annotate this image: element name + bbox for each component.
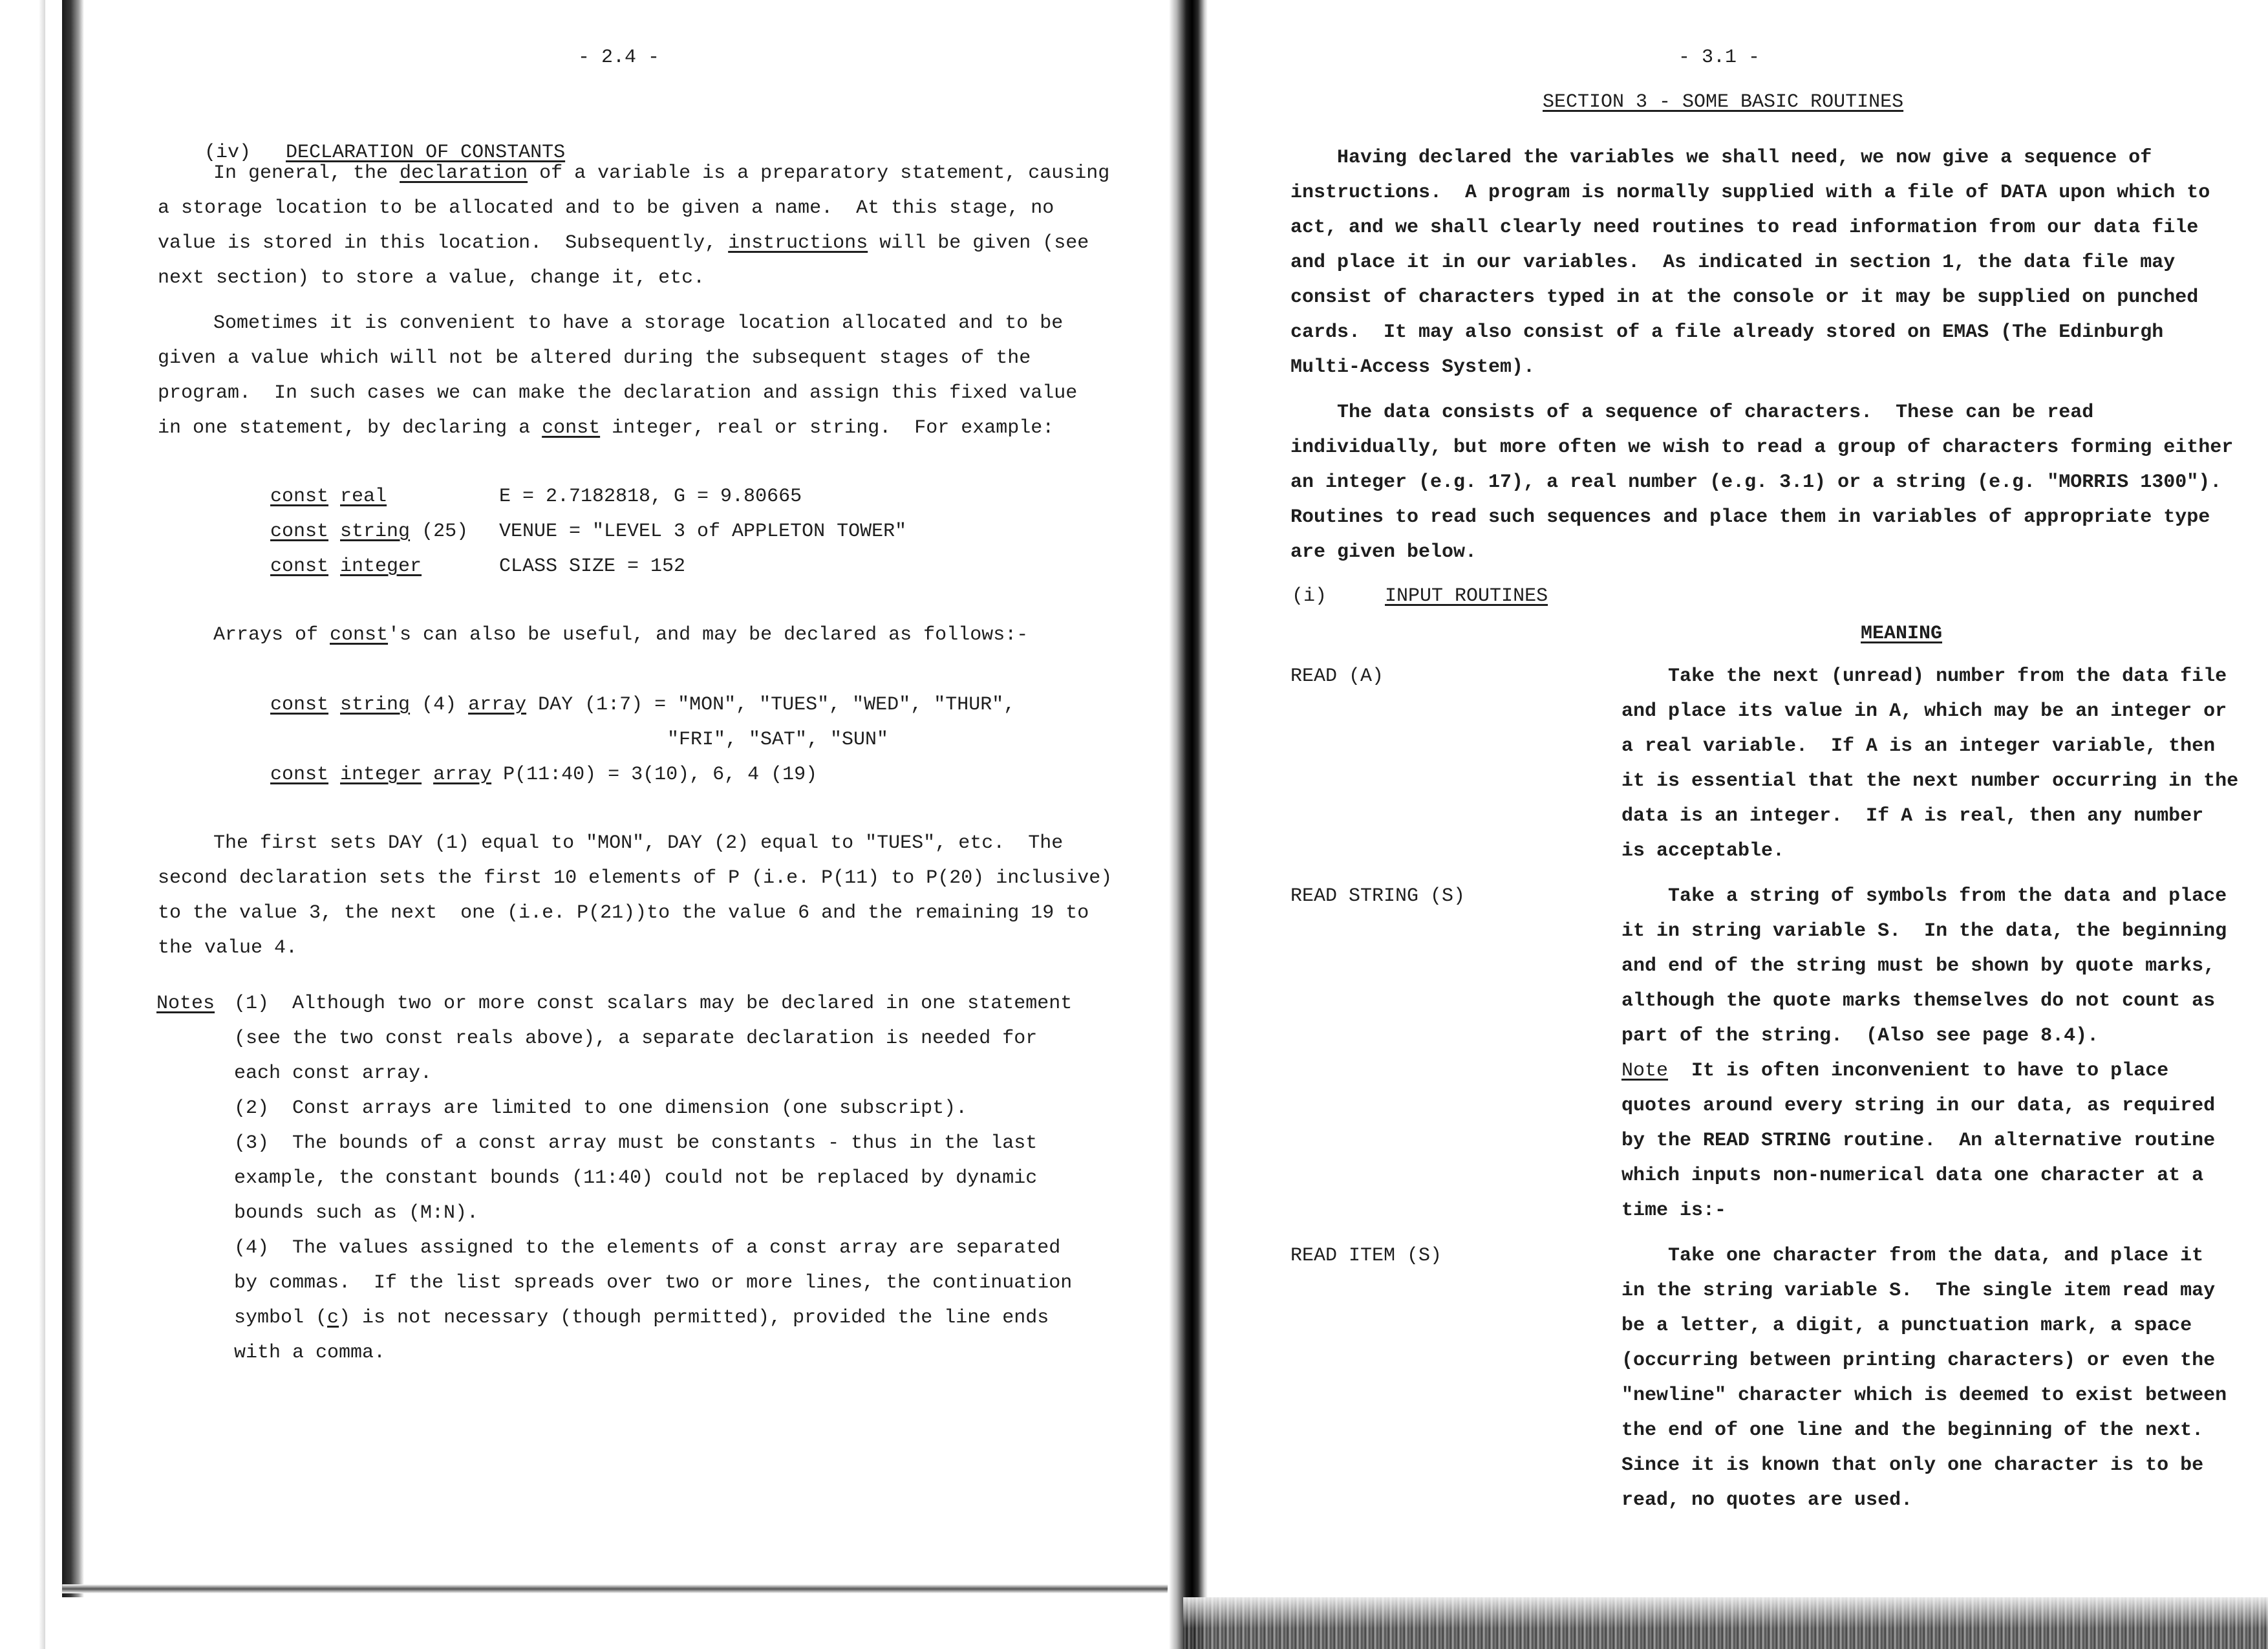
scan-left-binding-shadow [62, 0, 84, 1597]
scan-right-bottom-fade [1183, 1597, 2268, 1649]
routine-meaning-line: although the quote marks themselves do not count as [1621, 990, 2216, 1012]
note-line: (4) The values assigned to the elements of a const array are separated [234, 1237, 1061, 1259]
paragraph-line: Multi-Access System). [1290, 356, 1535, 378]
routine-meaning-line: Take one character from the data, and place it [1621, 1245, 2204, 1267]
routine-meaning-line: in the string variable S. The single item read may [1621, 1280, 2216, 1302]
left-page [155, 0, 1138, 1584]
routine-note-line: time is:- [1621, 1200, 1727, 1222]
paragraph-line: an integer (e.g. 17), a real number (e.g. 3.1) or a string (e.g. "MORRIS 1300"). [1290, 471, 2222, 493]
routine-name: READ STRING (S) [1290, 885, 1466, 907]
paragraph-line: second declaration sets the first 10 elements of P (i.e. P(11) to P(20) inclusive) [158, 867, 1113, 889]
paragraph-line: in one statement, by declaring a const integer, real or string. For example: [158, 417, 1054, 439]
paragraph-line: a storage location to be allocated and to be given a name. At this stage, no [158, 197, 1054, 219]
paragraph-line: The first sets DAY (1) equal to "MON", DAY (2) equal to "TUES", etc. The [213, 832, 1064, 854]
paragraph-line: Sometimes it is convenient to have a storage location allocated and to be [213, 312, 1064, 334]
scan-left-bottom-edge [62, 1584, 1168, 1593]
array-example-continued: "FRI", "SAT", "SUN" [667, 729, 889, 751]
paragraph-line: next section) to store a value, change it, etc. [158, 267, 705, 289]
routine-meaning-line: part of the string. (Also see page 8.4). [1621, 1025, 2099, 1047]
routine-meaning-line: it in string variable S. In the data, the beginning [1621, 920, 2227, 942]
routine-meaning-line: be a letter, a digit, a punctuation mark, a space [1621, 1315, 2192, 1337]
paragraph-line: consist of characters typed in at the console or it may be supplied on punched [1290, 286, 2199, 308]
notes-label: Notes [156, 993, 215, 1015]
paragraph-line: In general, the declaration of a variable is a preparatory statement, causing [213, 162, 1110, 184]
note-line: by commas. If the list spreads over two or more lines, the continuation [234, 1272, 1073, 1294]
scan-center-gutter [1169, 0, 1208, 1649]
routine-note-line: by the READ STRING routine. An alternative routine [1621, 1130, 2216, 1152]
array-example: const string (4) array DAY (1:7) = "MON", "TUES", "WED", "THUR", [270, 694, 1016, 716]
routine-meaning-line: Take the next (unread) number from the data file [1621, 665, 2227, 687]
paragraph-line: The data consists of a sequence of characters. These can be read [1290, 402, 2094, 424]
note-line: (3) The bounds of a const array must be constants - thus in the last [234, 1132, 1038, 1154]
routine-meaning-line: and end of the string must be shown by quote marks, [1621, 955, 2216, 977]
paragraph-line: Routines to read such sequences and place them in variables of appropriate type [1290, 506, 2210, 528]
note-line: example, the constant bounds (11:40) could not be replaced by dynamic [234, 1167, 1038, 1189]
routine-note-line: which inputs non-numerical data one character at a [1621, 1165, 2204, 1187]
paragraph-line: given a value which will not be altered during the subsequent stages of the [158, 347, 1031, 369]
routine-meaning-line: it is essential that the next number occurring in the [1621, 770, 2239, 792]
routine-meaning-line: a real variable. If A is an integer variable, then [1621, 735, 2216, 757]
routine-meaning-line: and place its value in A, which may be an integer or [1621, 700, 2227, 722]
paragraph-line: individually, but more often we wish to read a group of characters forming either [1290, 436, 2234, 458]
routine-meaning-line: is acceptable. [1621, 840, 1785, 862]
right-page [1290, 0, 2241, 1584]
code-example-value: VENUE = "LEVEL 3 of APPLETON TOWER" [499, 521, 907, 543]
note-line: (1) Although two or more const scalars may be declared in one statement [234, 993, 1073, 1015]
code-example: const real [270, 486, 387, 508]
heading-number: (iv) [204, 142, 251, 164]
page-number: - 3.1 - [1678, 47, 1760, 69]
paragraph-line: and place it in our variables. As indicated in section 1, the data file may [1290, 252, 2176, 274]
note-line: (2) Const arrays are limited to one dimension (one subscript). [234, 1097, 968, 1119]
code-example: const integer [270, 555, 422, 577]
heading-title: DECLARATION OF CONSTANTS [286, 142, 566, 164]
paragraph-line: Having declared the variables we shall need, we now give a sequence of [1290, 147, 2152, 169]
note-line: symbol (c) is not necessary (though permitted), provided the line ends [234, 1307, 1049, 1329]
paragraph-line: instructions. A program is normally supplied with a file of DATA upon which to [1290, 182, 2210, 204]
routine-name: READ ITEM (S) [1290, 1245, 1442, 1267]
routine-meaning-line: the end of one line and the beginning of the next. [1621, 1419, 2204, 1441]
paragraph-line: value is stored in this location. Subsequently, instructions will be given (see [158, 232, 1089, 254]
code-example-value: E = 2.7182818, G = 9.80665 [499, 486, 802, 508]
paragraph-line: act, and we shall clearly need routines to read information from our data file [1290, 217, 2199, 239]
routine-name: READ (A) [1290, 665, 1384, 687]
paragraph-line: cards. It may also consist of a file already stored on EMAS (The Edinburgh [1290, 321, 2164, 343]
code-example-value: CLASS SIZE = 152 [499, 555, 686, 577]
routine-meaning-line: (occurring between printing characters) or even the [1621, 1350, 2216, 1372]
routine-meaning-line: Since it is known that only one character is to be [1621, 1454, 2204, 1476]
routine-meaning-line: read, no quotes are used. [1621, 1489, 1913, 1511]
note-line: bounds such as (M:N). [234, 1202, 479, 1224]
section-title: SECTION 3 - SOME BASIC ROUTINES [1543, 91, 1904, 113]
subsection-heading: (i) INPUT ROUTINES [1292, 585, 1548, 607]
routine-meaning-line: data is an integer. If A is real, then any number [1621, 805, 2204, 827]
paragraph-line: Arrays of const's can also be useful, and may be declared as follows:- [213, 624, 1029, 646]
note-line: with a comma. [234, 1342, 386, 1364]
paragraph-line: program. In such cases we can make the declaration and assign this fixed value [158, 382, 1078, 404]
code-example: const string (25) [270, 521, 469, 543]
meaning-label: MEANING [1861, 623, 1943, 645]
note-line: (see the two const reals above), a separate declaration is needed for [234, 1028, 1038, 1050]
array-example: const integer array P(11:40) = 3(10), 6, 4 (19) [270, 764, 818, 786]
paragraph-line: to the value 3, the next one (i.e. P(21))to the value 6 and the remaining 19 to [158, 902, 1089, 924]
routine-note-line: quotes around every string in our data, as required [1621, 1095, 2216, 1117]
routine-meaning-line: "newline" character which is deemed to exist between [1621, 1385, 2227, 1406]
scan-left-edge [0, 0, 45, 1649]
routine-meaning-line: Take a string of symbols from the data and place [1621, 885, 2227, 907]
page-number: - 2.4 - [578, 47, 660, 69]
routine-note-line: Note It is often inconvenient to have to place [1621, 1060, 2169, 1082]
note-line: each const array. [234, 1062, 433, 1084]
paragraph-line: are given below. [1290, 541, 1477, 563]
paragraph-line: the value 4. [158, 937, 298, 959]
